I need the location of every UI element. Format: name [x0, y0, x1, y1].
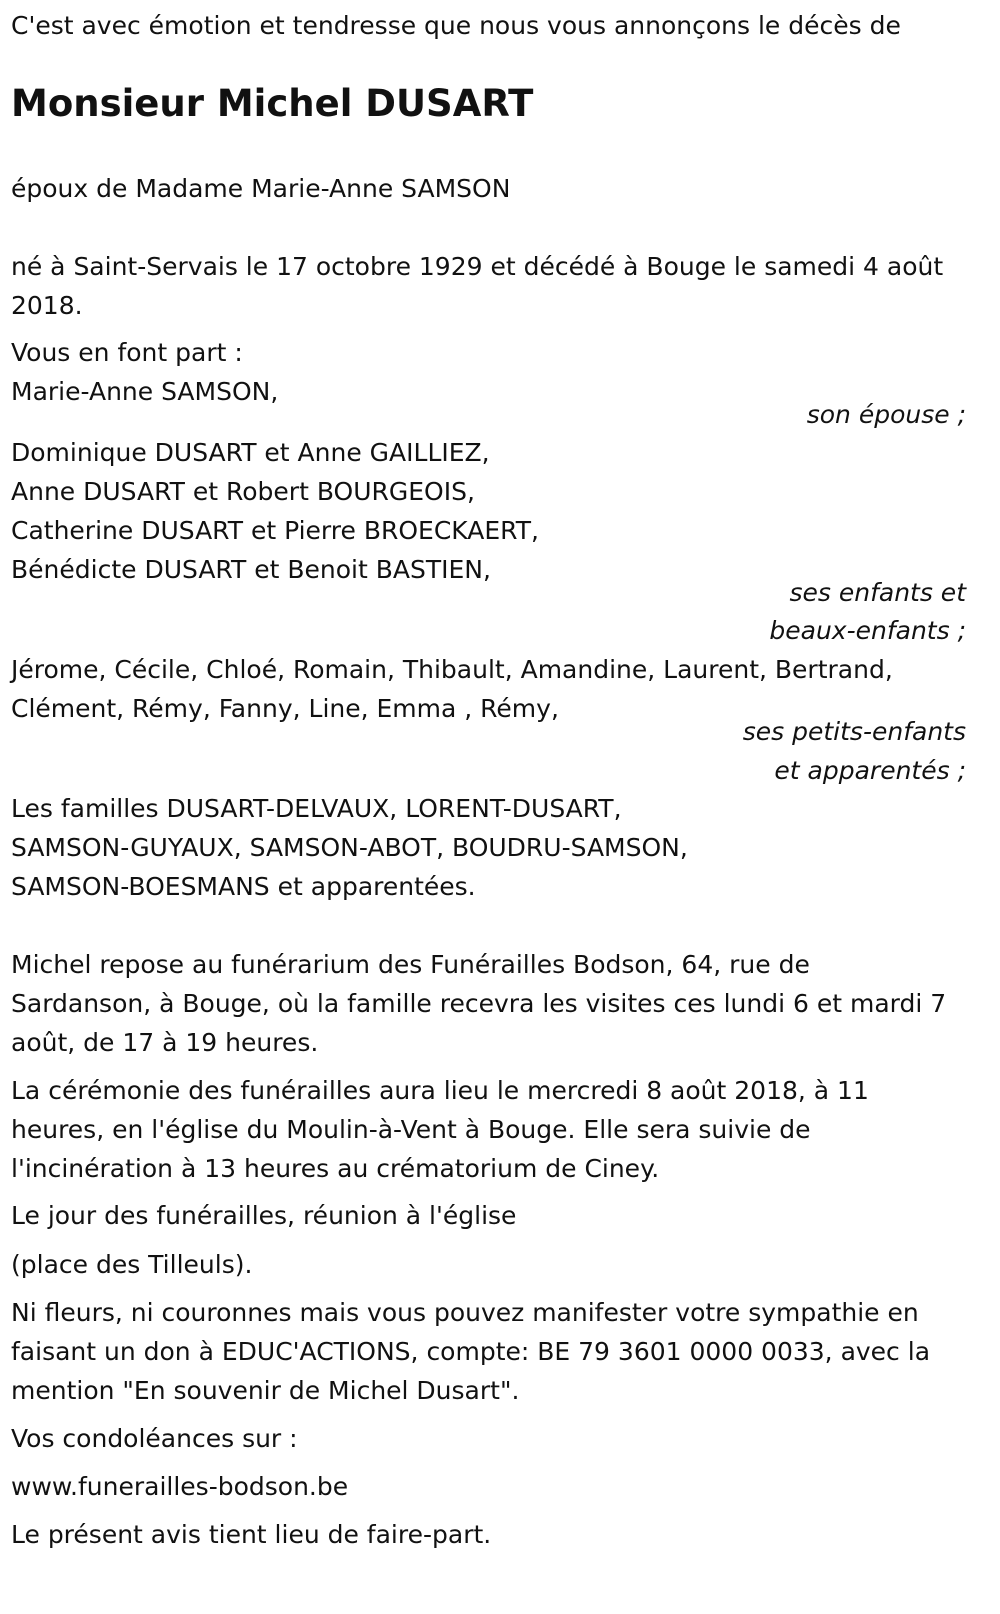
intro-text: C'est avec émotion et tendresse que nous vous annonçons le décès de	[11, 11, 901, 40]
meeting-text: Le jour des funérailles, réunion à l'église	[11, 1201, 517, 1230]
families-line: SAMSON-BOESMANS et apparentées.	[11, 872, 476, 901]
announce-text: Vous en font part :	[11, 338, 243, 367]
birth-death-line: 2018.	[11, 291, 83, 320]
spouse-line: époux de Madame Marie-Anne SAMSON	[11, 174, 511, 203]
children-relation: beaux-enfants ;	[769, 616, 966, 645]
deceased-name: Monsieur Michel DUSART	[11, 82, 534, 125]
children-relation: ses enfants et	[789, 578, 966, 607]
meeting-place: (place des Tilleuls).	[11, 1250, 253, 1279]
spouse-name: Marie-Anne SAMSON,	[11, 377, 279, 406]
grandchildren-relation: ses petits-enfants	[742, 717, 966, 746]
ceremony-line: l'incinération à 13 heures au crématorium de Ciney.	[11, 1154, 660, 1183]
condolences-label: Vos condoléances sur :	[11, 1424, 298, 1453]
repose-line: Michel repose au funérarium des Funérailles Bodson, 64, rue de	[11, 950, 810, 979]
repose-line: août, de 17 à 19 heures.	[11, 1028, 319, 1057]
donation-line: Ni fleurs, ni couronnes mais vous pouvez manifester votre sympathie en	[11, 1298, 919, 1327]
website-text: www.funerailles-bodson.be	[11, 1472, 349, 1501]
spouse-relation: son épouse ;	[806, 400, 966, 429]
donation-line: mention "En souvenir de Michel Dusart".	[11, 1376, 520, 1405]
repose-line: Sardanson, à Bouge, où la famille recevra les visites ces lundi 6 et mardi 7	[11, 989, 947, 1018]
child-couple: Dominique DUSART et Anne GAILLIEZ,	[11, 438, 490, 467]
closing-text: Le présent avis tient lieu de faire-part.	[11, 1520, 492, 1549]
ceremony-line: La cérémonie des funérailles aura lieu le mercredi 8 août 2018, à 11	[11, 1076, 869, 1105]
birth-death-line: né à Saint-Servais le 17 octobre 1929 et décédé à Bouge le samedi 4 août	[11, 252, 944, 281]
child-couple: Anne DUSART et Robert BOURGEOIS,	[11, 477, 475, 506]
ceremony-line: heures, en l'église du Moulin-à-Vent à Bouge. Elle sera suivie de	[11, 1115, 811, 1144]
grandchildren-relation: et apparentés ;	[774, 756, 966, 785]
child-couple: Catherine DUSART et Pierre BROECKAERT,	[11, 516, 539, 545]
child-couple: Bénédicte DUSART et Benoit BASTIEN,	[11, 555, 491, 584]
grandchildren-names: Clément, Rémy, Fanny, Line, Emma , Rémy,	[11, 694, 559, 723]
grandchildren-names: Jérome, Cécile, Chloé, Romain, Thibault, Amandine, Laurent, Bertrand,	[11, 655, 893, 684]
families-line: Les familles DUSART-DELVAUX, LORENT-DUSART,	[11, 794, 622, 823]
families-line: SAMSON-GUYAUX, SAMSON-ABOT, BOUDRU-SAMSON,	[11, 833, 688, 862]
donation-line: faisant un don à EDUC'ACTIONS, compte: BE 79 3601 0000 0033, avec la	[11, 1337, 931, 1366]
